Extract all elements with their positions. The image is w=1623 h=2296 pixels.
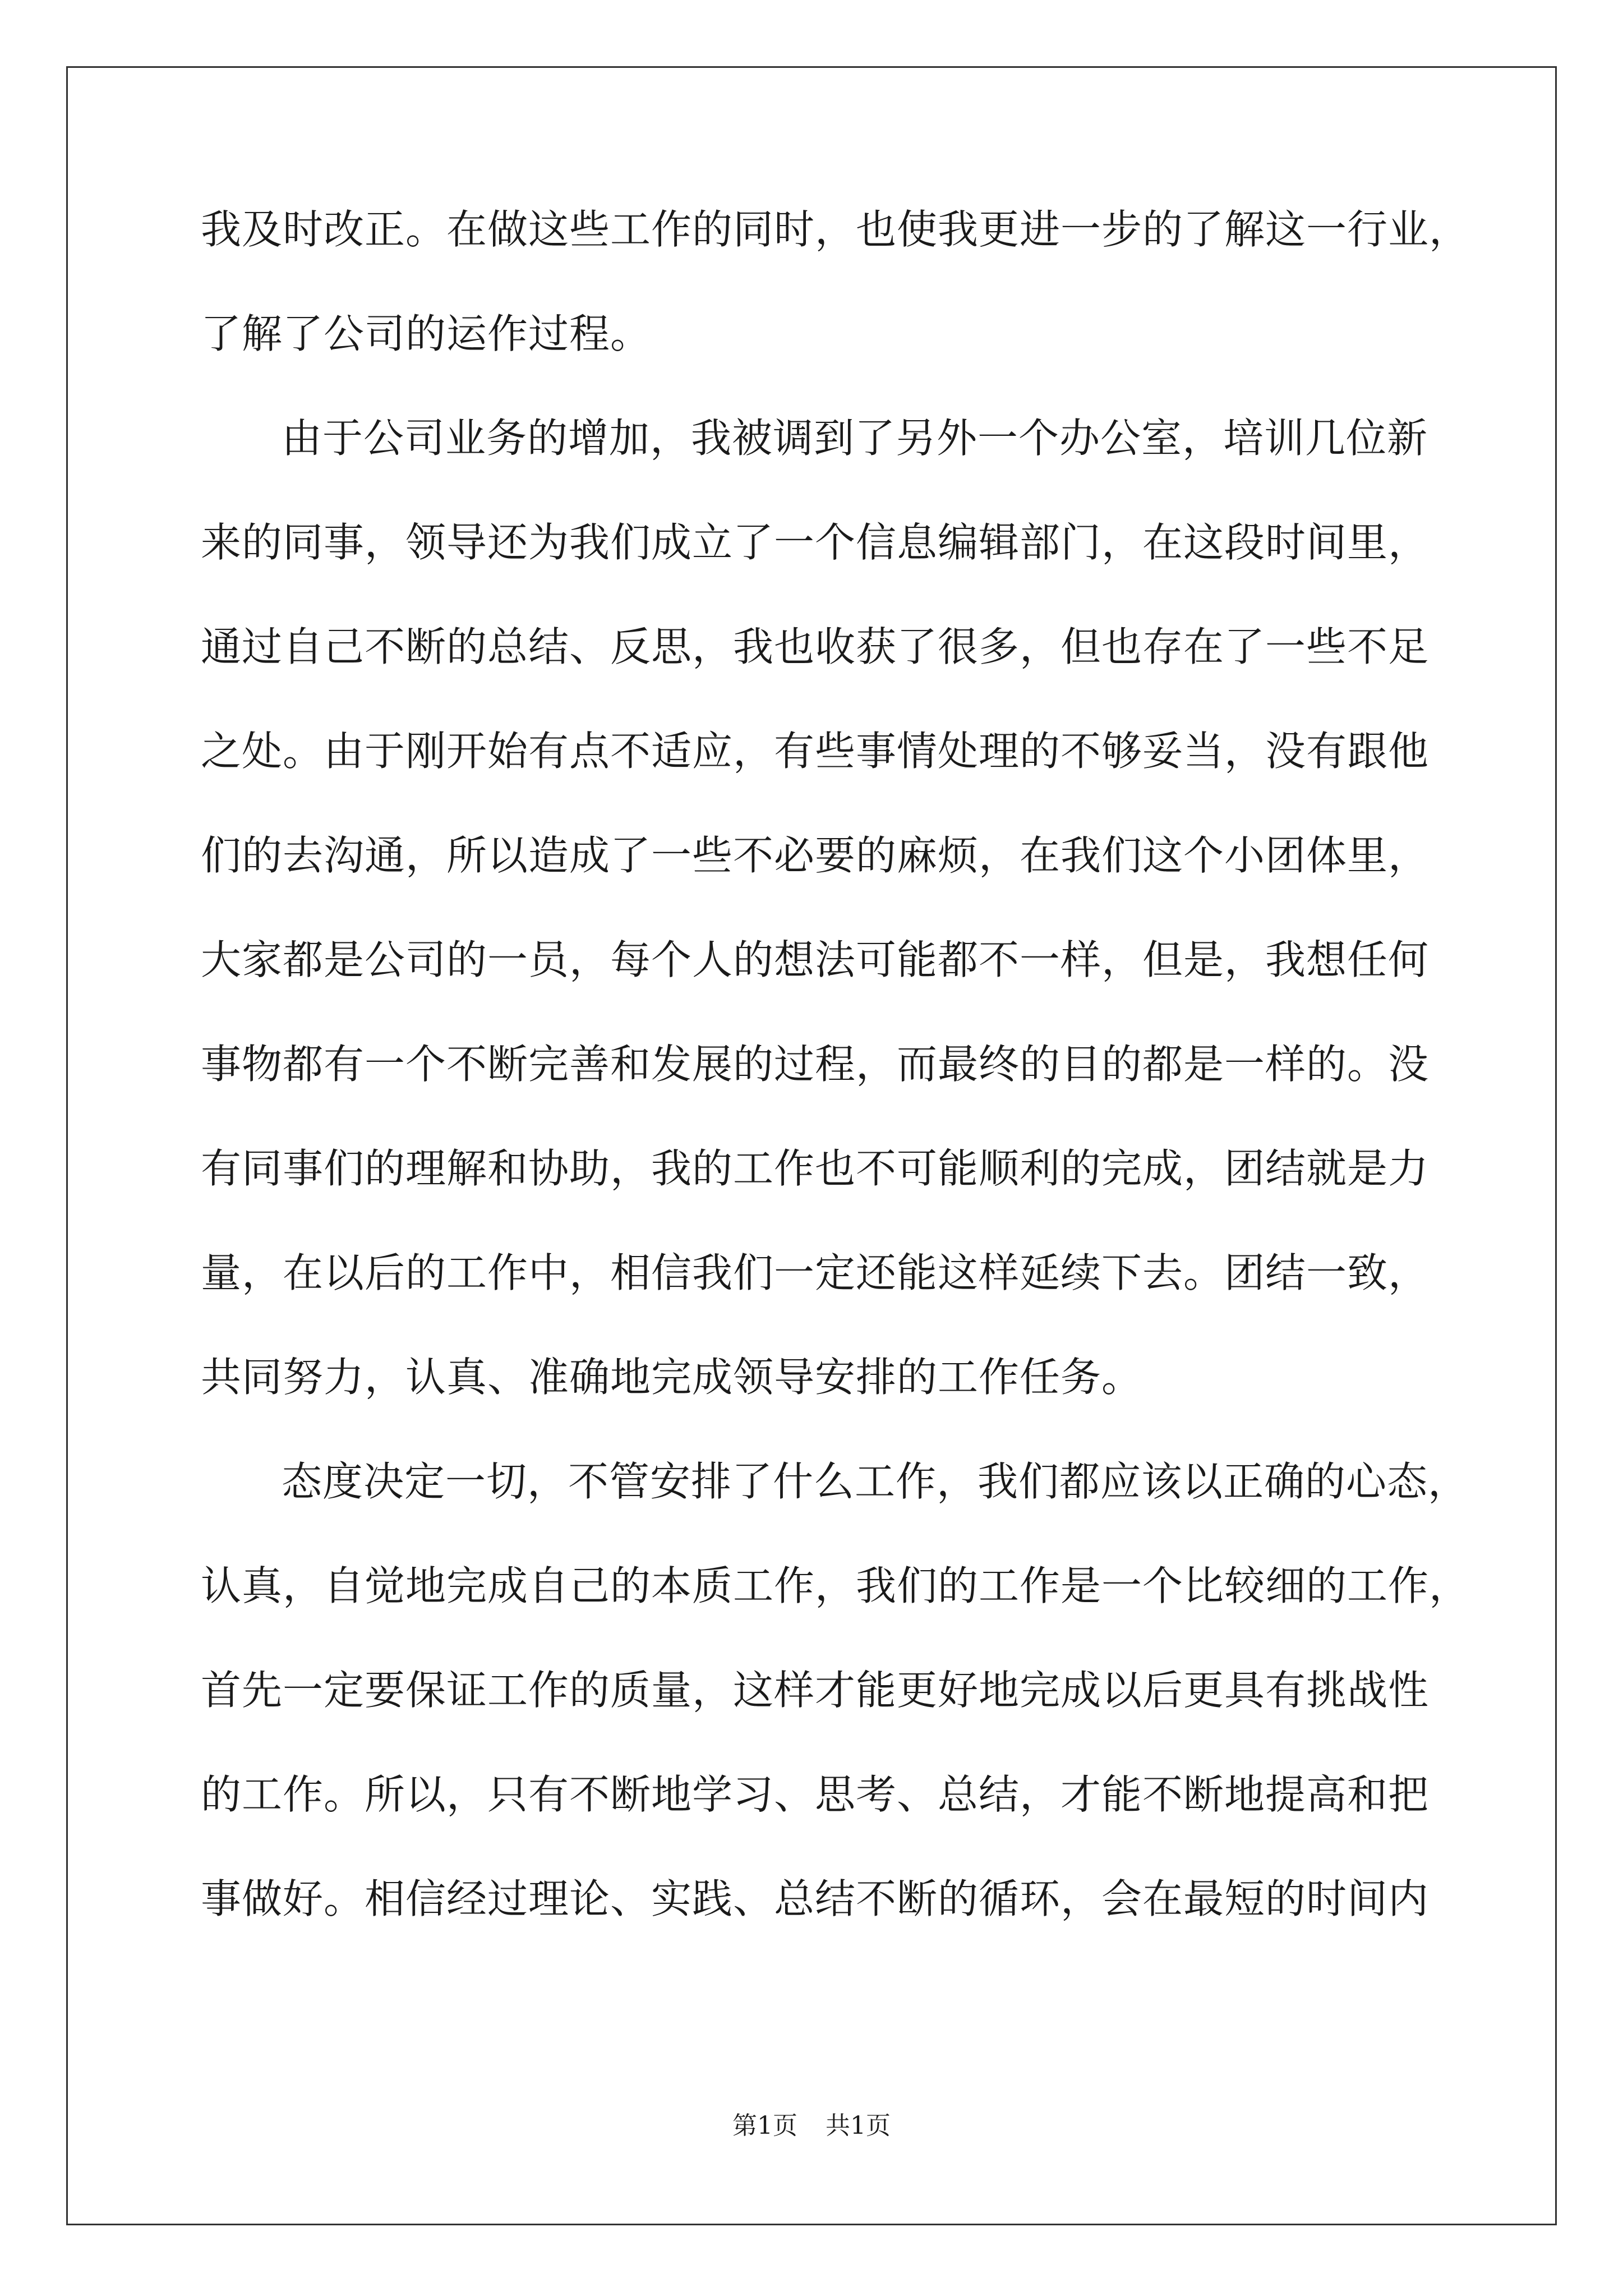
text-line: 之处。由于刚开始有点不适应，有些事情处理的不够妥当，没有跟他	[201, 728, 1430, 775]
text-line: 了解了公司的运作过程。	[201, 310, 652, 357]
text-line: 事物都有一个不断完善和发展的过程，而最终的目的都是一样的。没	[201, 1041, 1430, 1088]
page-number: 第1页	[732, 2111, 797, 2140]
text-line: 通过自己不断的总结、反思，我也收获了很多，但也存在了一些不足	[201, 623, 1430, 670]
text-line: 的工作。所以，只有不断地学习、思考、总结，才能不断地提高和把	[201, 1771, 1430, 1818]
text-line: 们的去沟通，所以造成了一些不必要的麻烦，在我们这个小团体里，	[201, 832, 1430, 879]
text-line: 首先一定要保证工作的质量，这样才能更好地完成以后更具有挑战性	[201, 1667, 1430, 1714]
text-line: 大家都是公司的一员，每个人的想法可能都不一样，但是，我想任何	[201, 936, 1430, 983]
text-line-indented: 由于公司业务的增加，我被调到了另外一个办公室，培训几位新	[282, 415, 1428, 462]
text-line: 认真，自觉地完成自己的本质工作，我们的工作是一个比较细的工作，	[201, 1562, 1470, 1609]
text-line: 量，在以后的工作中，相信我们一定还能这样延续下去。团结一致，	[201, 1249, 1430, 1296]
page-total: 共1页	[826, 2111, 891, 2140]
text-line: 事做好。相信经过理论、实践、总结不断的循环，会在最短的时间内	[201, 1875, 1430, 1922]
text-line: 有同事们的理解和协助，我的工作也不可能顺利的完成，团结就是力	[201, 1145, 1430, 1192]
page-footer	[0, 2109, 1623, 2143]
text-line-indented: 态度决定一切，不管安排了什么工作，我们都应该以正确的心态，	[282, 1458, 1469, 1505]
text-line: 共同努力，认真、准确地完成领导安排的工作任务。	[201, 1354, 1143, 1401]
text-line: 我及时改正。在做这些工作的同时，也使我更进一步的了解这一行业，	[201, 206, 1470, 253]
text-line: 来的同事，领导还为我们成立了一个信息编辑部门，在这段时间里，	[201, 519, 1430, 566]
